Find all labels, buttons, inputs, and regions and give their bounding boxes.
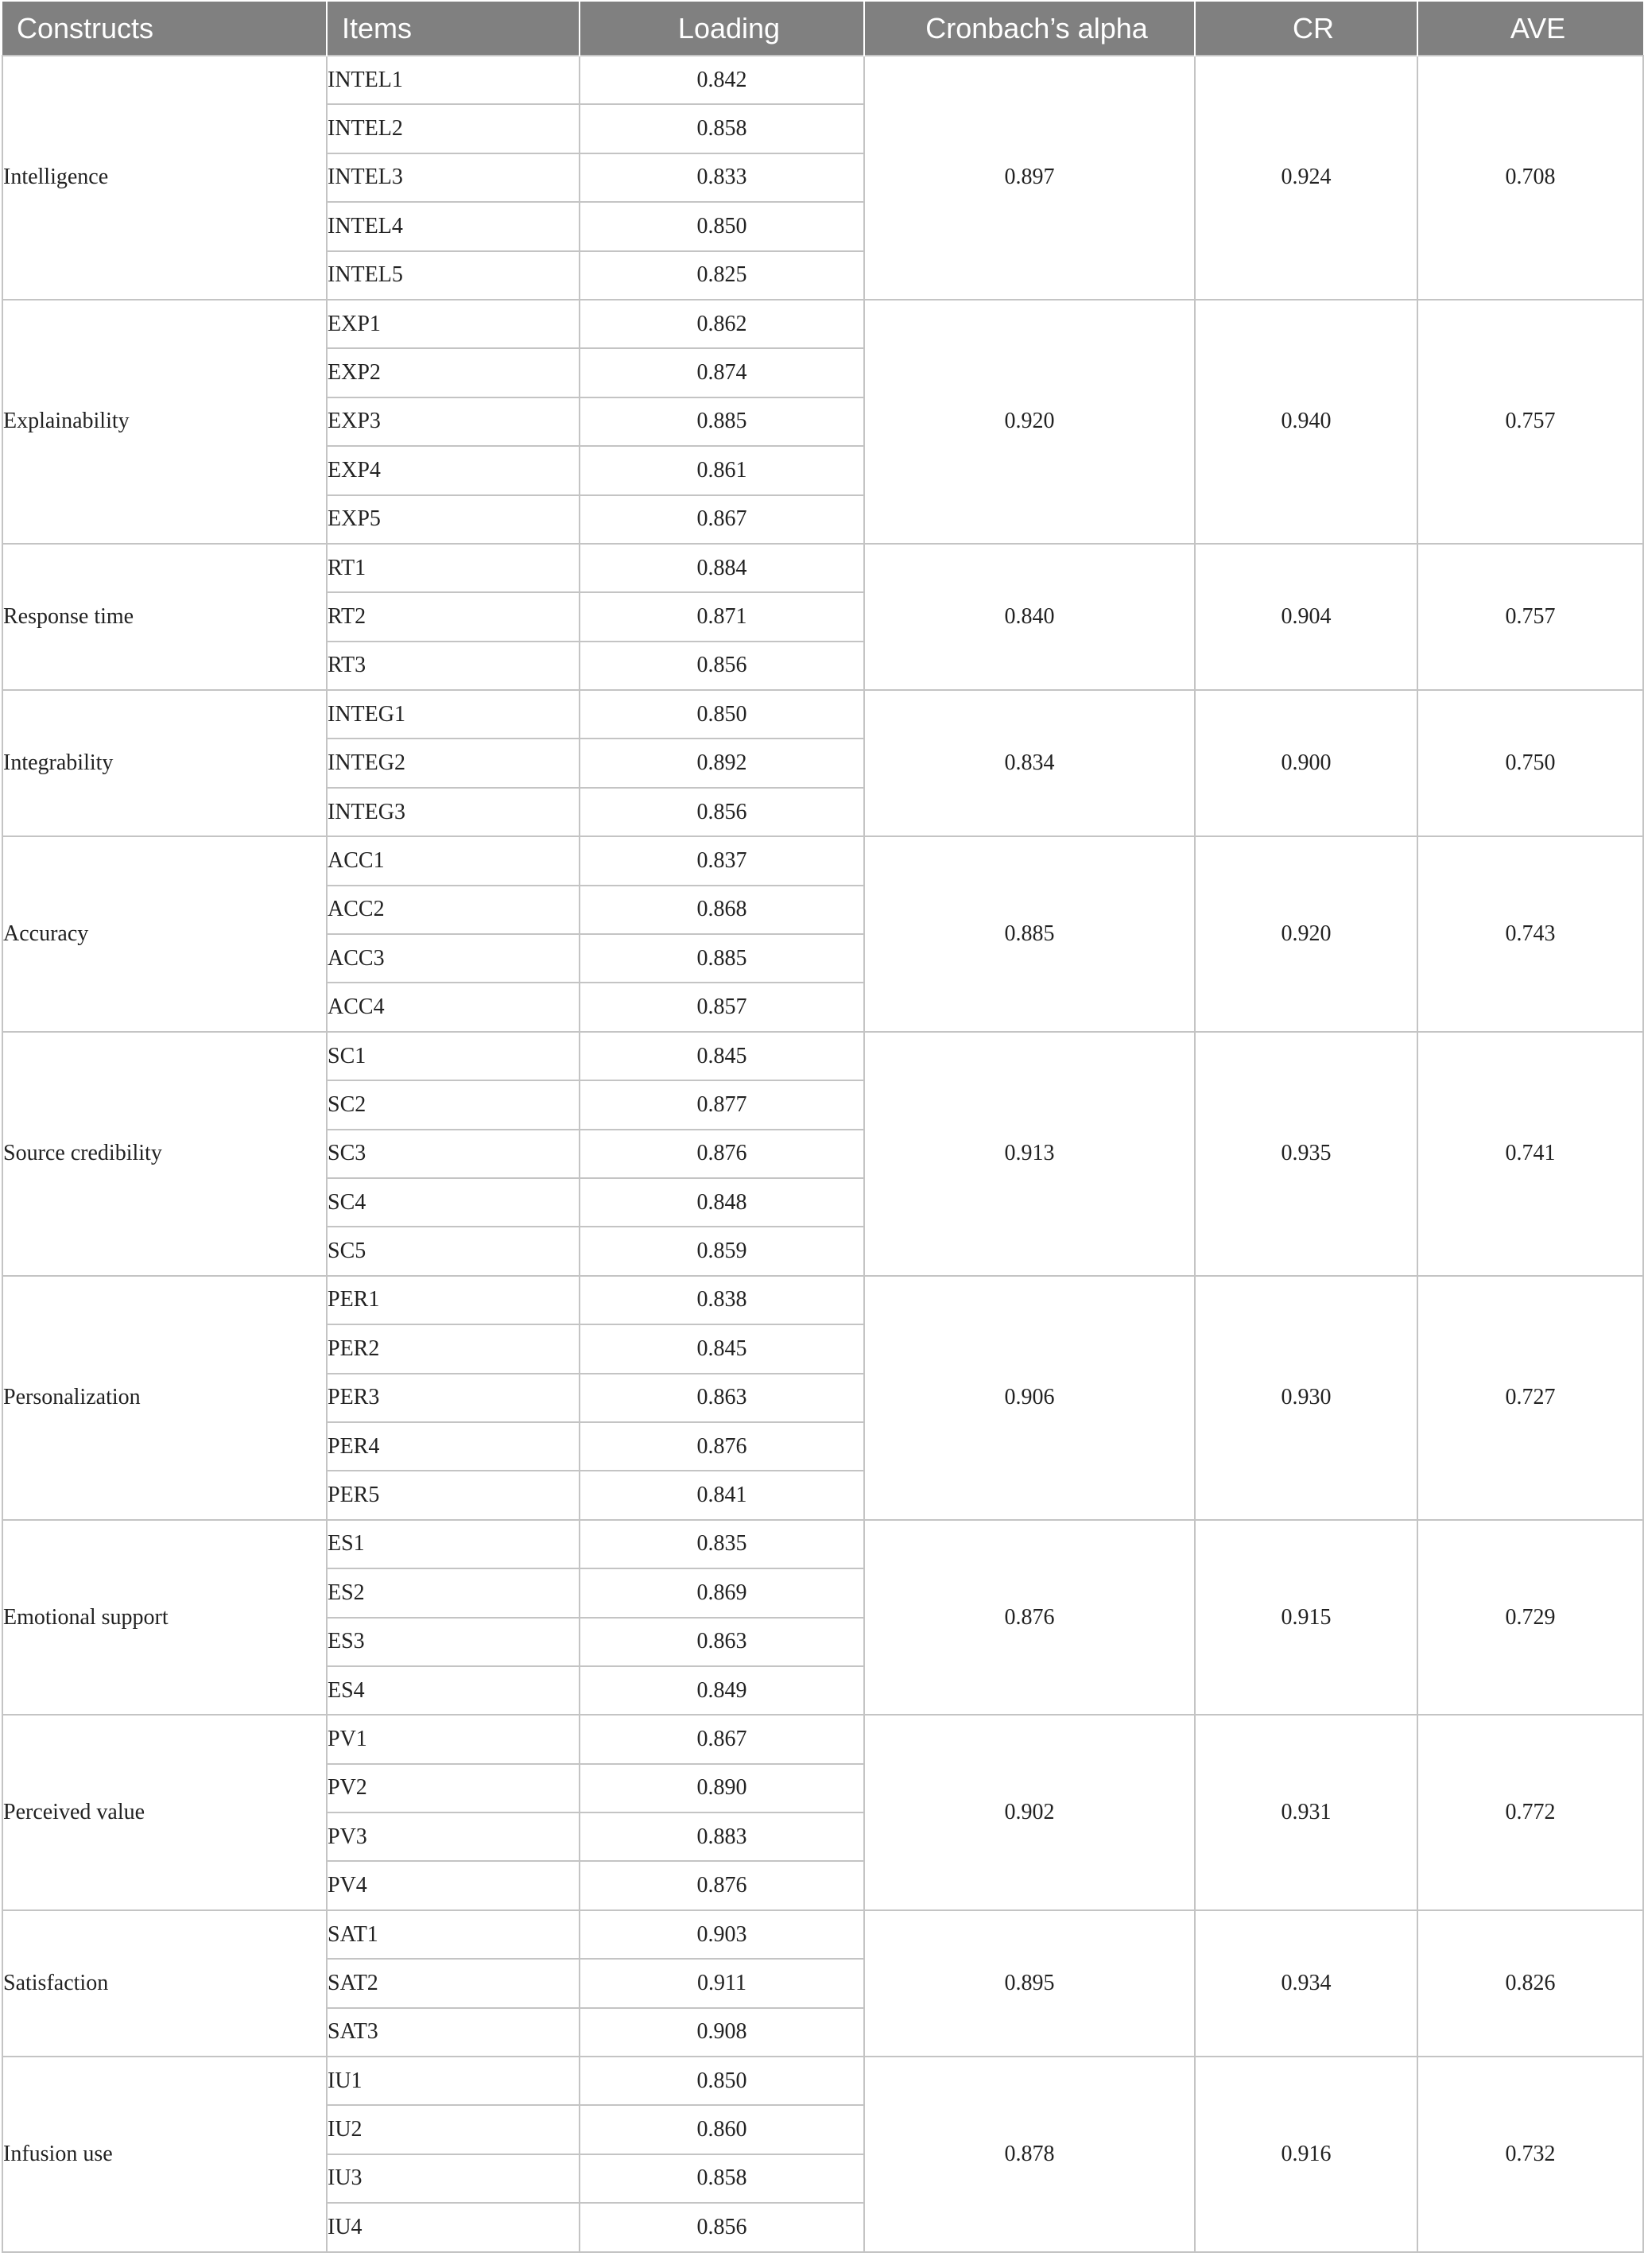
item-cell: SC4 [327, 1178, 580, 1227]
loading-cell: 0.884 [580, 544, 864, 592]
loading-cell: 0.863 [580, 1618, 864, 1666]
loading-cell: 0.876 [580, 1861, 864, 1909]
table-row [2, 56, 1643, 104]
cronbachs-alpha-cell: 0.895 [864, 1910, 1195, 2057]
cr-cell: 0.900 [1195, 690, 1417, 836]
item-cell: INTEG3 [327, 788, 580, 836]
loading-cell: 0.833 [580, 153, 864, 202]
header-row [2, 2, 1643, 56]
item-cell: PV2 [327, 1764, 580, 1812]
loading-cell: 0.859 [580, 1227, 864, 1275]
table-body [2, 56, 1643, 2252]
table-row [2, 300, 1643, 348]
cronbachs-alpha-cell: 0.897 [864, 56, 1195, 300]
ave-cell: 0.732 [1417, 2057, 1643, 2252]
loading-cell: 0.850 [580, 202, 864, 250]
item-cell: EXP4 [327, 446, 580, 494]
loading-cell: 0.874 [580, 348, 864, 397]
item-cell: INTEL3 [327, 153, 580, 202]
item-cell: RT3 [327, 642, 580, 690]
loading-cell: 0.858 [580, 2154, 864, 2203]
loading-cell: 0.856 [580, 2203, 864, 2251]
construct-cell: Explainability [2, 300, 327, 544]
item-cell: IU2 [327, 2105, 580, 2154]
item-cell: INTEL1 [327, 56, 580, 104]
cr-cell: 0.904 [1195, 544, 1417, 690]
loading-cell: 0.903 [580, 1910, 864, 1959]
cronbachs-alpha-cell: 0.878 [864, 2057, 1195, 2252]
ave-cell: 0.750 [1417, 690, 1643, 836]
item-cell: PV4 [327, 1861, 580, 1909]
loading-cell: 0.856 [580, 788, 864, 836]
cr-cell: 0.940 [1195, 300, 1417, 544]
loading-cell: 0.837 [580, 836, 864, 885]
loading-cell: 0.825 [580, 251, 864, 300]
cronbachs-alpha-cell: 0.920 [864, 300, 1195, 544]
loading-cell: 0.863 [580, 1374, 864, 1422]
item-cell: PER4 [327, 1422, 580, 1471]
construct-cell: Infusion use [2, 2057, 327, 2252]
ave-cell: 0.743 [1417, 836, 1643, 1032]
loading-cell: 0.862 [580, 300, 864, 348]
header-cronbachs-alpha: Cronbach’s alpha [864, 2, 1195, 56]
cronbachs-alpha-cell: 0.913 [864, 1032, 1195, 1276]
construct-cell: Personalization [2, 1276, 327, 1520]
item-cell: INTEL2 [327, 104, 580, 153]
item-cell: PER5 [327, 1471, 580, 1519]
ave-cell: 0.708 [1417, 56, 1643, 300]
item-cell: SAT2 [327, 1959, 580, 2007]
loading-cell: 0.883 [580, 1812, 864, 1861]
item-cell: INTEG2 [327, 739, 580, 787]
cronbachs-alpha-cell: 0.876 [864, 1520, 1195, 1716]
loading-cell: 0.856 [580, 642, 864, 690]
construct-cell: Source credibility [2, 1032, 327, 1276]
loading-cell: 0.885 [580, 397, 864, 446]
loading-cell: 0.845 [580, 1324, 864, 1373]
ave-cell: 0.757 [1417, 300, 1643, 544]
construct-cell: Perceived value [2, 1715, 327, 1910]
item-cell: INTEL5 [327, 251, 580, 300]
cronbachs-alpha-cell: 0.885 [864, 836, 1195, 1032]
item-cell: EXP3 [327, 397, 580, 446]
cr-cell: 0.931 [1195, 1715, 1417, 1910]
loading-cell: 0.857 [580, 983, 864, 1031]
item-cell: SAT1 [327, 1910, 580, 1959]
construct-cell: Response time [2, 544, 327, 690]
ave-cell: 0.729 [1417, 1520, 1643, 1716]
loading-cell: 0.842 [580, 56, 864, 104]
cr-cell: 0.915 [1195, 1520, 1417, 1716]
loading-cell: 0.858 [580, 104, 864, 153]
loading-cell: 0.861 [580, 446, 864, 494]
ave-cell: 0.741 [1417, 1032, 1643, 1276]
table-row [2, 1910, 1643, 1959]
loading-cell: 0.841 [580, 1471, 864, 1519]
item-cell: EXP1 [327, 300, 580, 348]
item-cell: EXP2 [327, 348, 580, 397]
cr-cell: 0.916 [1195, 2057, 1417, 2252]
loading-cell: 0.871 [580, 592, 864, 641]
header-items: Items [327, 2, 580, 56]
item-cell: RT2 [327, 592, 580, 641]
item-cell: ACC4 [327, 983, 580, 1031]
cronbachs-alpha-cell: 0.840 [864, 544, 1195, 690]
cr-cell: 0.934 [1195, 1910, 1417, 2057]
reliability-table [2, 2, 1644, 2253]
table-row [2, 690, 1643, 739]
construct-cell: Emotional support [2, 1520, 327, 1716]
item-cell: PER1 [327, 1276, 580, 1324]
item-cell: INTEL4 [327, 202, 580, 250]
header-constructs: Constructs [2, 2, 327, 56]
item-cell: SC3 [327, 1130, 580, 1178]
loading-cell: 0.877 [580, 1080, 864, 1129]
item-cell: ACC3 [327, 934, 580, 983]
loading-cell: 0.892 [580, 739, 864, 787]
table-row [2, 836, 1643, 885]
loading-cell: 0.890 [580, 1764, 864, 1812]
ave-cell: 0.757 [1417, 544, 1643, 690]
loading-cell: 0.876 [580, 1130, 864, 1178]
table-row [2, 1715, 1643, 1763]
cr-cell: 0.930 [1195, 1276, 1417, 1520]
loading-cell: 0.845 [580, 1032, 864, 1080]
construct-cell: Intelligence [2, 56, 327, 300]
item-cell: EXP5 [327, 495, 580, 544]
loading-cell: 0.911 [580, 1959, 864, 2007]
loading-cell: 0.867 [580, 1715, 864, 1763]
loading-cell: 0.838 [580, 1276, 864, 1324]
item-cell: SAT3 [327, 2008, 580, 2057]
ave-cell: 0.826 [1417, 1910, 1643, 2057]
item-cell: IU3 [327, 2154, 580, 2203]
item-cell: ACC2 [327, 886, 580, 934]
item-cell: SC2 [327, 1080, 580, 1129]
loading-cell: 0.868 [580, 886, 864, 934]
item-cell: ES3 [327, 1618, 580, 1666]
header-loading: Loading [580, 2, 864, 56]
loading-cell: 0.860 [580, 2105, 864, 2154]
table-row [2, 544, 1643, 592]
loading-cell: 0.867 [580, 495, 864, 544]
loading-cell: 0.908 [580, 2008, 864, 2057]
item-cell: ACC1 [327, 836, 580, 885]
loading-cell: 0.850 [580, 690, 864, 739]
item-cell: SC1 [327, 1032, 580, 1080]
loading-cell: 0.835 [580, 1520, 864, 1568]
loading-cell: 0.876 [580, 1422, 864, 1471]
loading-cell: 0.885 [580, 934, 864, 983]
item-cell: PER3 [327, 1374, 580, 1422]
item-cell: PV1 [327, 1715, 580, 1763]
ave-cell: 0.727 [1417, 1276, 1643, 1520]
ave-cell: 0.772 [1417, 1715, 1643, 1910]
construct-cell: Accuracy [2, 836, 327, 1032]
item-cell: PV3 [327, 1812, 580, 1861]
table-row [2, 1032, 1643, 1080]
loading-cell: 0.869 [580, 1568, 864, 1617]
construct-cell: Integrability [2, 690, 327, 836]
item-cell: IU4 [327, 2203, 580, 2251]
loading-cell: 0.849 [580, 1666, 864, 1715]
cronbachs-alpha-cell: 0.902 [864, 1715, 1195, 1910]
cronbachs-alpha-cell: 0.834 [864, 690, 1195, 836]
cr-cell: 0.924 [1195, 56, 1417, 300]
loading-cell: 0.850 [580, 2057, 864, 2105]
item-cell: RT1 [327, 544, 580, 592]
item-cell: PER2 [327, 1324, 580, 1373]
cr-cell: 0.920 [1195, 836, 1417, 1032]
loading-cell: 0.848 [580, 1178, 864, 1227]
header-cr: CR [1195, 2, 1417, 56]
header-ave: AVE [1417, 2, 1643, 56]
item-cell: IU1 [327, 2057, 580, 2105]
table-row [2, 1520, 1643, 1568]
table-row [2, 1276, 1643, 1324]
cronbachs-alpha-cell: 0.906 [864, 1276, 1195, 1520]
cr-cell: 0.935 [1195, 1032, 1417, 1276]
item-cell: INTEG1 [327, 690, 580, 739]
item-cell: ES2 [327, 1568, 580, 1617]
item-cell: SC5 [327, 1227, 580, 1275]
item-cell: ES4 [327, 1666, 580, 1715]
construct-cell: Satisfaction [2, 1910, 327, 2057]
item-cell: ES1 [327, 1520, 580, 1568]
table-row [2, 2057, 1643, 2105]
